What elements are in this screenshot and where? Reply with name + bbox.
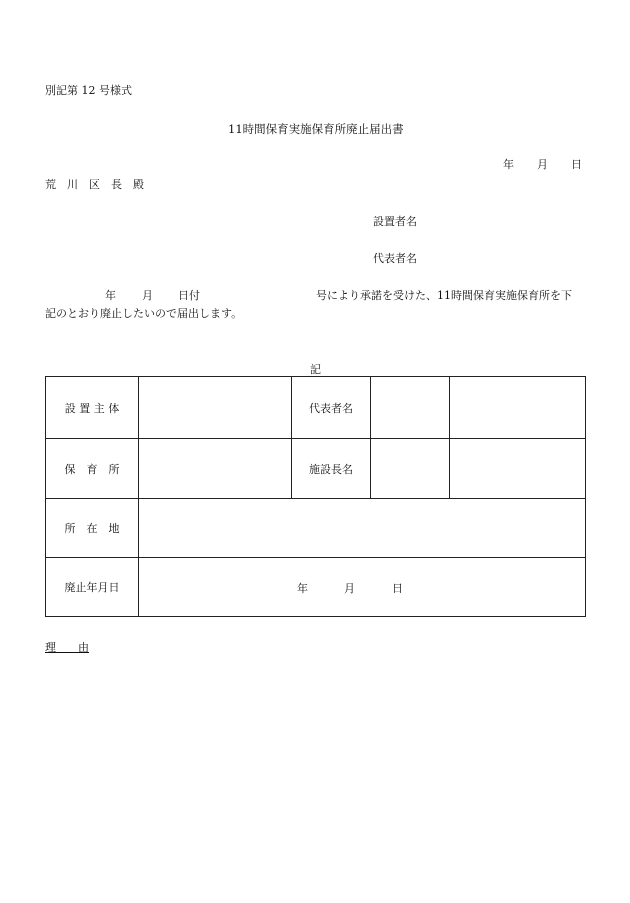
- location-label-cell: [46, 499, 139, 558]
- director-label: 施設長名: [309, 462, 353, 476]
- reason-label: 理 由: [45, 641, 89, 654]
- abolish-month: 月: [344, 582, 355, 595]
- table-row: [46, 558, 586, 617]
- document-title: 11時間保育実施保育所廃止届出書: [228, 122, 404, 136]
- abolish-date-label-cell: [46, 558, 139, 617]
- body-month: 月: [142, 289, 153, 302]
- abolish-day: 日: [392, 582, 403, 595]
- table-row: [46, 377, 586, 439]
- date-year: 年: [503, 158, 514, 171]
- details-table: [45, 376, 586, 617]
- director-label-cell: [292, 439, 371, 499]
- ki-heading: 記: [310, 363, 321, 376]
- body-line2: 記のとおり廃止したいので届出します。: [45, 307, 243, 320]
- location-label: 所 在 地: [64, 522, 120, 535]
- addressee: 荒 川 区 長 殿: [45, 178, 144, 191]
- setter-rep-label-cell: [292, 377, 371, 439]
- nursery-value-cell[interactable]: [139, 439, 292, 499]
- setter-rep-value-cell[interactable]: [371, 377, 450, 439]
- table-row: [46, 499, 586, 558]
- director-seal-cell[interactable]: [450, 439, 586, 499]
- setter-name-label: 設置者名: [373, 215, 417, 228]
- table-row: [46, 439, 586, 499]
- body-year: 年: [105, 289, 116, 302]
- body-line1-rest: 号により承諾を受けた、11時間保育実施保育所を下: [316, 289, 572, 302]
- representative-name-label: 代表者名: [373, 252, 417, 265]
- setter-label: 設 置 主 体: [64, 401, 120, 415]
- abolish-date-value-cell[interactable]: [139, 558, 586, 617]
- setter-rep-label: 代表者名: [309, 401, 353, 415]
- setter-label-cell: [46, 377, 139, 439]
- abolish-date-label: 廃止年月日: [64, 581, 120, 594]
- date-month: 月: [537, 158, 548, 171]
- body-day: 日付: [178, 289, 200, 302]
- director-value-cell[interactable]: [371, 439, 450, 499]
- setter-value-cell[interactable]: [139, 377, 292, 439]
- nursery-label-cell: [46, 439, 139, 499]
- abolish-year: 年: [297, 582, 308, 595]
- setter-seal-cell[interactable]: [450, 377, 586, 439]
- form-number-label: 別記第 12 号様式: [45, 84, 132, 97]
- location-value-cell[interactable]: [139, 499, 586, 558]
- date-day: 日: [571, 158, 582, 171]
- nursery-label: 保 育 所: [64, 462, 120, 476]
